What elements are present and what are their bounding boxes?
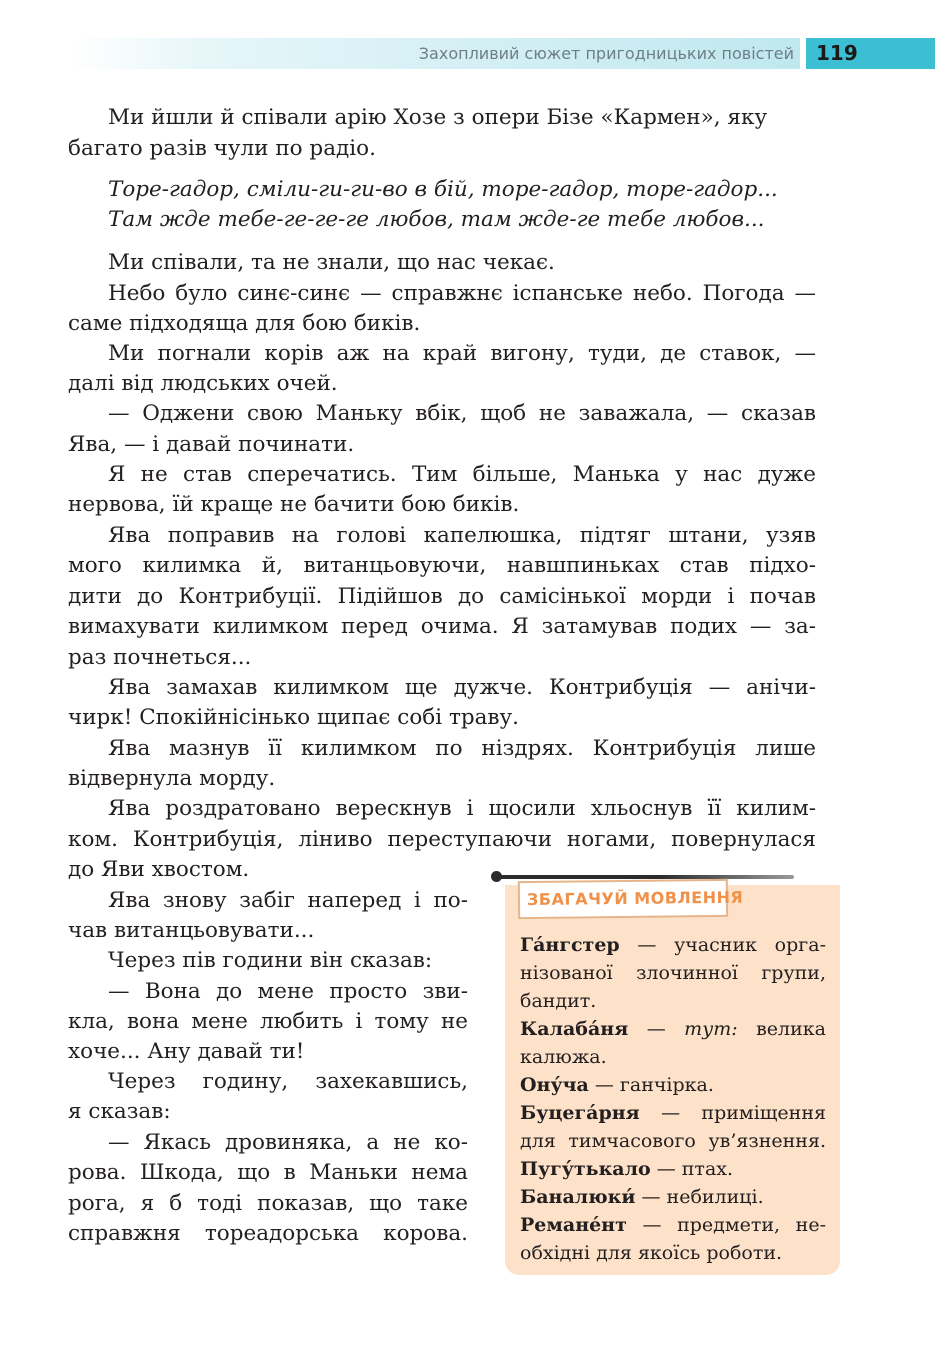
glossary-definition: — [628, 1018, 685, 1040]
glossary-term: Ремане́нт [520, 1214, 627, 1236]
text-line: ком. Контрибуція, ліниво переступаючи ногами, повернулася [68, 827, 816, 852]
text-line: до Яви хвостом. [68, 857, 250, 882]
glossary-term: Пугу́тькало [520, 1158, 651, 1180]
text-line: багато разів чули по радіо. [68, 136, 376, 161]
glossary-line [520, 1127, 826, 1155]
text-line: — Якась дровиняка, а не ко- [108, 1130, 468, 1155]
text-line: справжня тореадорська корова. [68, 1221, 468, 1246]
glossary-term: Га́нгстер [520, 934, 620, 956]
text-line: я сказав: [68, 1099, 171, 1124]
text-line: Ми співали, та не знали, що нас чекає. [108, 250, 555, 275]
glossary-line [520, 1099, 826, 1127]
text-line: рова. Шкода, що в Маньки нема [68, 1160, 468, 1185]
glossary-line [520, 1183, 826, 1211]
glossary-definition: — птах. [650, 1158, 734, 1180]
glossary-usage-note: тут: [684, 1018, 738, 1040]
glossary-divider [494, 875, 794, 879]
glossary-definition: — приміщення [639, 1102, 826, 1124]
text-line: — Вона до мене просто зви- [108, 979, 468, 1004]
glossary-definition: — учасник орга- [619, 934, 826, 956]
text-line: Через пів години він сказав: [108, 948, 433, 973]
glossary-definition: бандит. [520, 990, 597, 1012]
running-header [72, 38, 800, 69]
page-number: 119 [816, 41, 858, 65]
text-line: відвернула морду. [68, 766, 276, 791]
text-line: Ява поправив на голові капелюшка, підтяг штани, узяв [108, 523, 816, 548]
glossary-line [520, 959, 826, 987]
glossary-line [520, 987, 826, 1015]
text-line: Ми йшли й співали арію Хозе з опери Бізе «Кармен», яку [108, 105, 768, 130]
glossary-title: ЗБАГАЧУЙ МОВЛЕННЯ [526, 887, 744, 910]
text-line: кла, вона мене любить і тому не [68, 1009, 468, 1034]
glossary-definition: обхідні для якоїсь роботи. [520, 1242, 783, 1264]
glossary-definition: велика [737, 1018, 826, 1040]
text-line: дити до Контрибуції. Підійшов до самісінької морди і почав [68, 584, 816, 609]
glossary-line [520, 1239, 826, 1267]
glossary-definition: калюжа. [520, 1046, 607, 1068]
text-line: далі від людських очей. [68, 371, 338, 396]
glossary-line [520, 1071, 826, 1099]
verse-line: Торе-гадор, сміли-ги-ги-во в бій, торе-гадор, торе-гадор... [108, 177, 778, 202]
verse-line: Там жде тебе-ге-ге-ге любов, там жде-ге тебе любов... [108, 207, 765, 232]
text-line: саме підходяща для бою биків. [68, 311, 421, 336]
text-line: вимахувати килимком перед очима. Я затамував подих — за- [68, 614, 816, 639]
glossary-line [520, 1043, 826, 1071]
text-line: Ява, — і давай починати. [68, 432, 355, 457]
text-line: чирк! Спокійнісінько щипає собі траву. [68, 705, 520, 730]
text-line: чав витанцьовувати... [68, 918, 315, 943]
glossary-definition: — ганчірка. [588, 1074, 714, 1096]
glossary-line [520, 931, 826, 959]
text-line: хоче... Ану давай ти! [68, 1039, 305, 1064]
text-line: мого килимка й, витанцьовуючи, навшпиньках став підхо- [68, 553, 816, 578]
text-line: Ява мазнув її килимком по ніздрях. Контрибуція лише [108, 736, 816, 761]
chapter-title: Захопливий сюжет пригодницьких повістей [418, 44, 794, 63]
text-line: раз почнеться... [68, 645, 252, 670]
page-number-badge [806, 38, 935, 69]
glossary-definition: — небилиці. [635, 1186, 764, 1208]
glossary-term: Буцега́рня [520, 1102, 640, 1124]
glossary-definition: — предмети, не- [626, 1214, 826, 1236]
text-line: Небо було синє-синє — справжнє іспанське небо. Погода — [108, 281, 816, 306]
text-line: Через годину, захекавшись, [108, 1069, 468, 1094]
text-line: Я не став сперечатись. Тим більше, Манька у нас дуже [108, 462, 816, 487]
glossary-term: Калаба́ня [520, 1018, 629, 1040]
text-line: Ява роздратовано верескнув і щосили хльоснув її килим- [108, 796, 816, 821]
text-line: рога, я б тоді показав, що таке [68, 1191, 468, 1216]
text-line: нервова, їй краще не бачити бою биків. [68, 492, 520, 517]
text-line: Ми погнали корів аж на край вигону, туди, де ставок, — [108, 341, 816, 366]
divider-dot-icon [491, 871, 502, 882]
text-line: Ява замахав килимком ще дужче. Контрибуція — анічи- [108, 675, 816, 700]
glossary-title-label [518, 879, 744, 919]
glossary-line [520, 1211, 826, 1239]
glossary-term: Ону́ча [520, 1074, 589, 1096]
glossary-term: Баналюки́ [520, 1186, 636, 1208]
text-line: Ява знову забіг наперед і по- [108, 888, 468, 913]
text-line: — Оджени свою Маньку вбік, щоб не заважала, — сказав [108, 401, 816, 426]
glossary-definition: для тимчасового ув’язнення. [520, 1130, 826, 1152]
glossary-line [520, 1015, 826, 1043]
glossary-definition: нізованої злочинної групи, [520, 962, 826, 984]
glossary-line [520, 1155, 826, 1183]
